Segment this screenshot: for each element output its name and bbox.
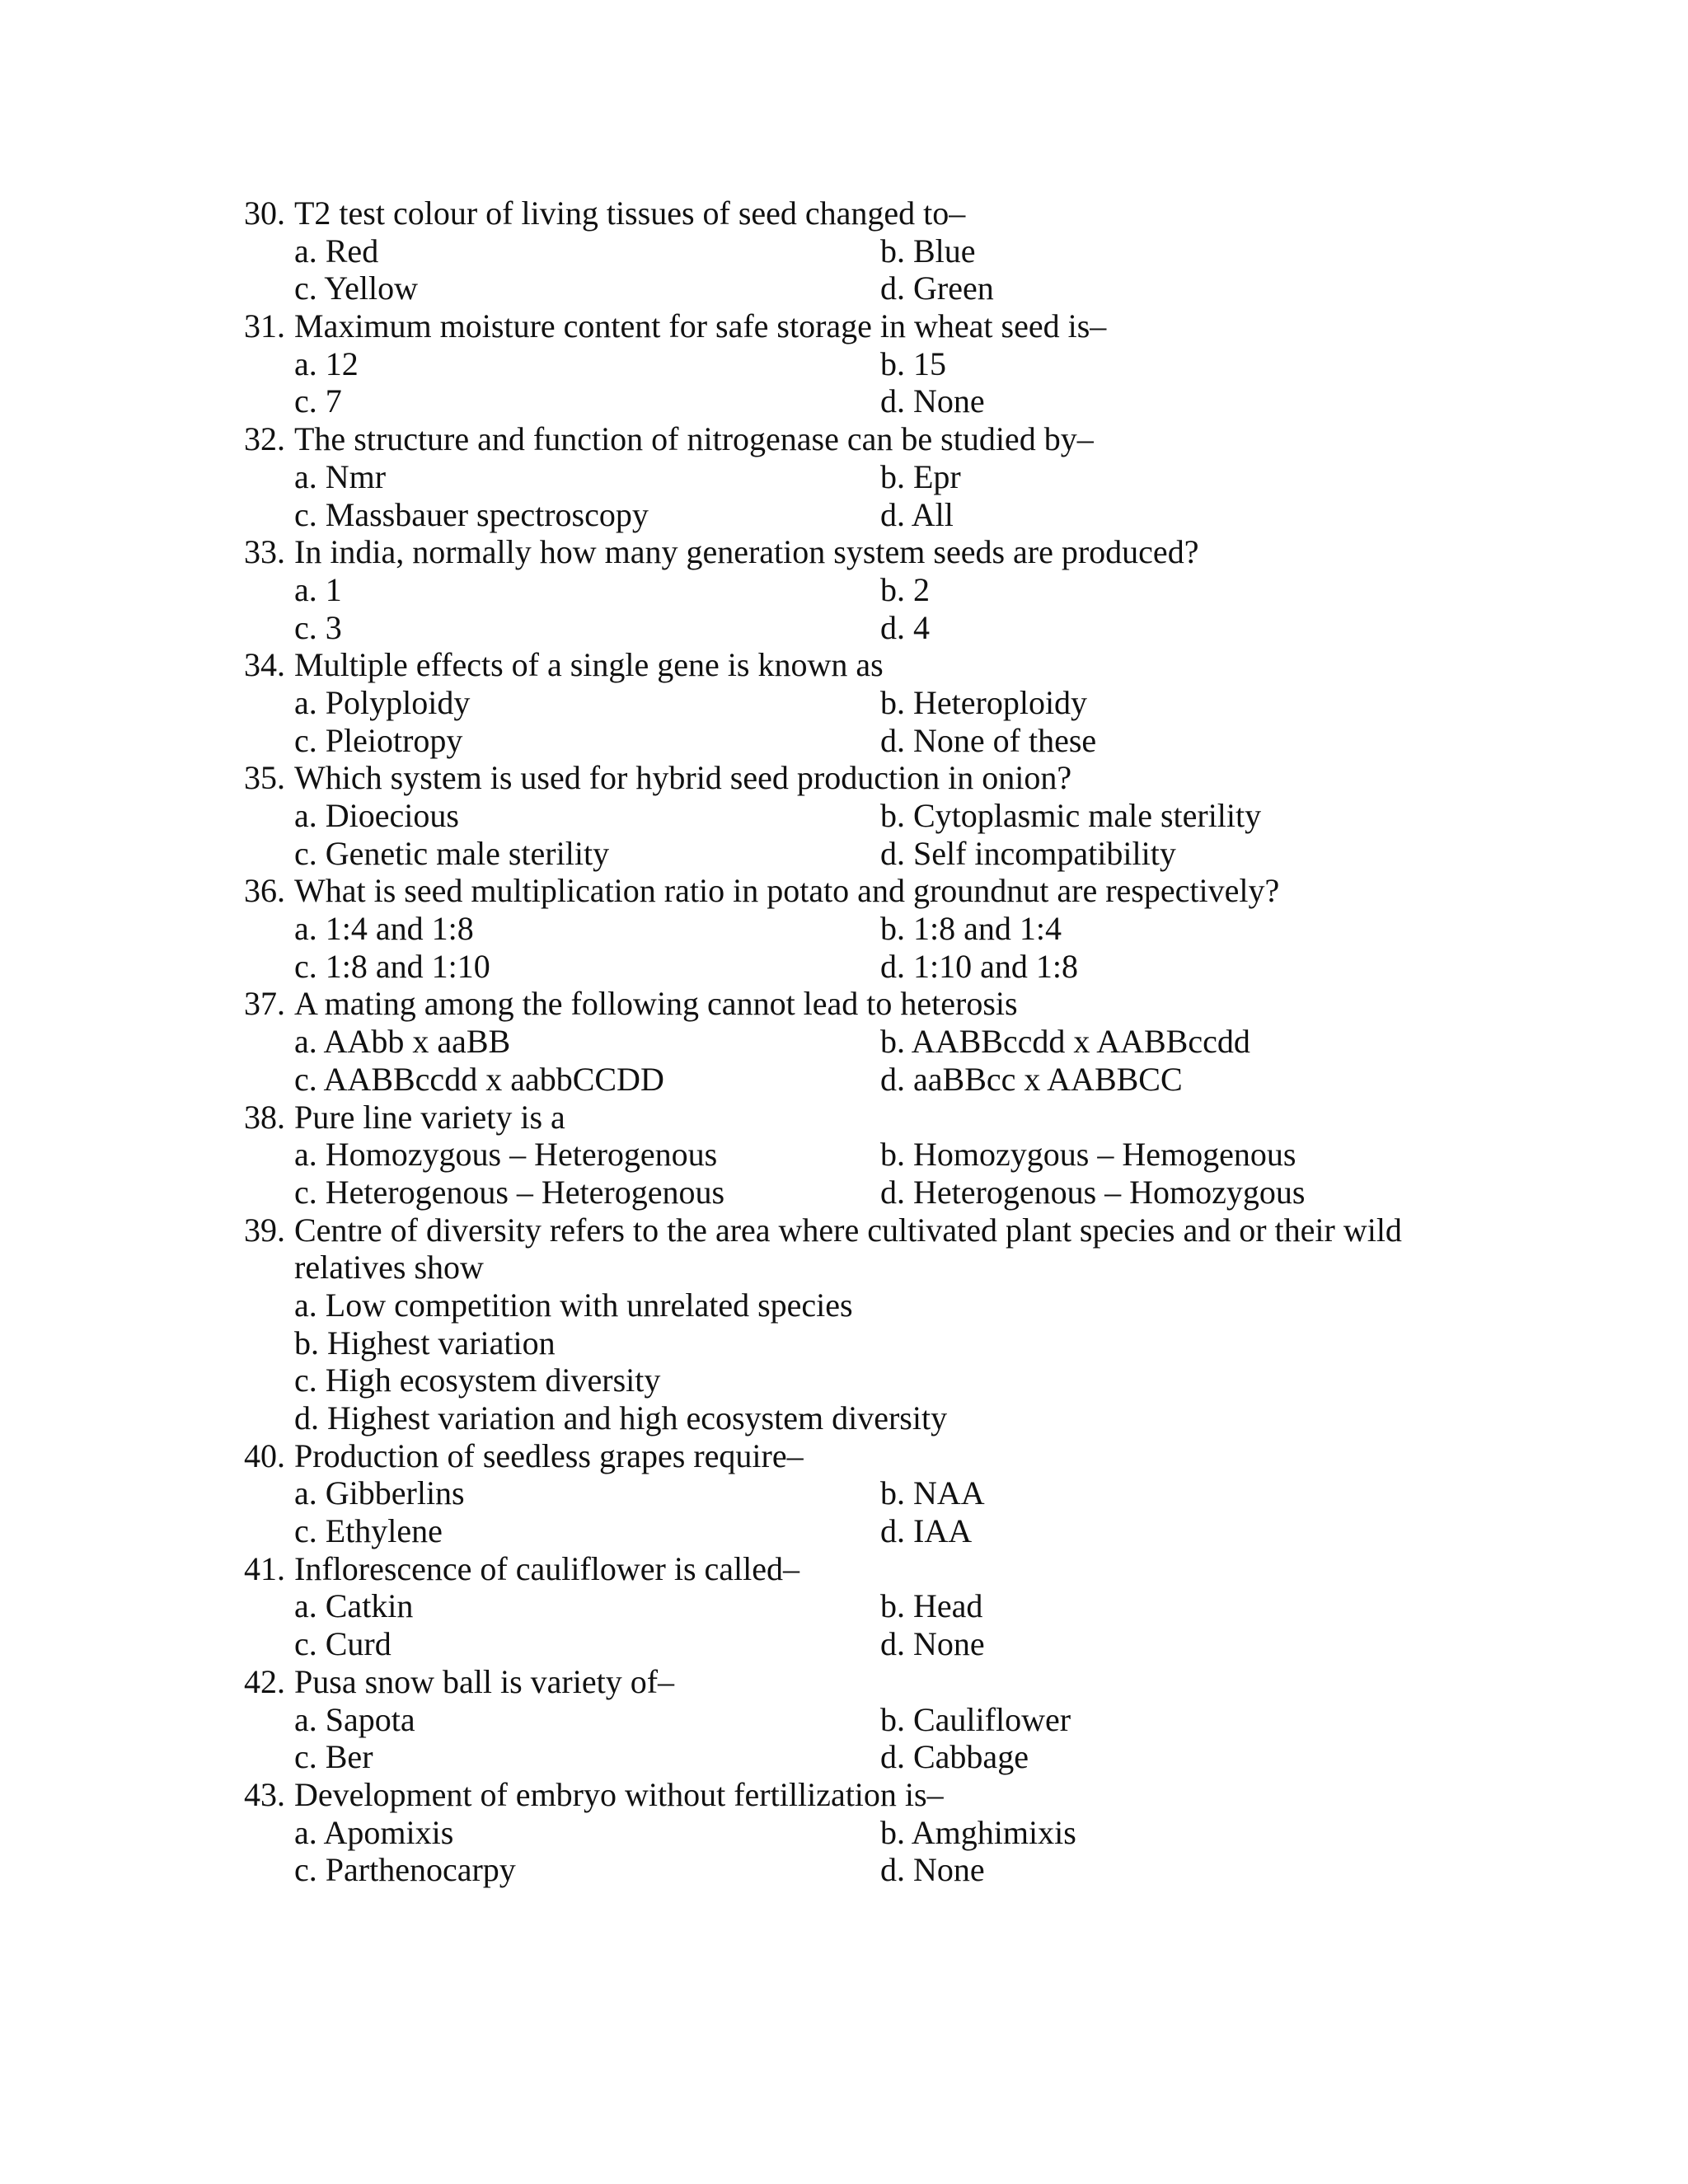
question-stem xyxy=(0,985,1688,1023)
question-stem xyxy=(0,307,1688,345)
option-row xyxy=(0,1701,1688,1739)
question-42 xyxy=(0,1663,1688,1776)
option-b: b. Highest variation xyxy=(294,1324,556,1361)
option-a: a. AAbb x aaBB xyxy=(294,1023,511,1061)
option-row xyxy=(0,232,1688,270)
option-row xyxy=(0,1474,1688,1512)
option-a: a. Gibberlins xyxy=(294,1474,465,1512)
option-b: b. Epr xyxy=(880,457,961,495)
question-number: 36. xyxy=(244,872,285,910)
question-number: 38. xyxy=(244,1098,285,1136)
option-d: d. All xyxy=(880,495,954,533)
option-row xyxy=(0,382,1688,420)
question-number: 31. xyxy=(244,307,285,345)
option-d: d. None of these xyxy=(880,721,1097,759)
option-b: b. NAA xyxy=(880,1474,985,1512)
question-text: Development of embryo without fertillization is– xyxy=(294,1775,944,1813)
question-number: 37. xyxy=(244,985,285,1023)
question-text: Maximum moisture content for safe storage in wheat seed is– xyxy=(294,307,1107,345)
option-row xyxy=(0,571,1688,609)
option-c: c. High ecosystem diversity xyxy=(294,1361,661,1399)
question-number: 40. xyxy=(244,1436,285,1474)
option-c: c. Yellow xyxy=(294,269,419,307)
question-stem xyxy=(0,420,1688,458)
option-d: d. None xyxy=(880,1851,985,1889)
question-stem xyxy=(0,872,1688,910)
option-row xyxy=(0,1512,1688,1550)
question-stem xyxy=(0,1099,1688,1137)
option-a: a. Dioecious xyxy=(294,797,459,834)
option-c: c. 1:8 and 1:10 xyxy=(294,947,490,985)
question-38 xyxy=(0,1099,1688,1212)
question-text: A mating among the following cannot lead to heterosis xyxy=(294,985,1018,1023)
option-row xyxy=(0,835,1688,873)
option-a: a. Red xyxy=(294,232,379,269)
option-d: d. None xyxy=(880,382,985,420)
question-number: 30. xyxy=(244,194,285,232)
option-row xyxy=(0,1625,1688,1663)
question-text: Production of seedless grapes require– xyxy=(294,1436,804,1474)
option-b: b. Cauliflower xyxy=(880,1700,1071,1738)
question-40 xyxy=(0,1437,1688,1550)
question-text: The structure and function of nitrogenase can be studied by– xyxy=(294,420,1094,458)
option-a: a. Low competition with unrelated species xyxy=(294,1286,853,1324)
option-a: a. Apomixis xyxy=(294,1813,454,1851)
option-row xyxy=(0,1587,1688,1625)
option-b: b. Amghimixis xyxy=(880,1813,1076,1851)
option-b: b. Heteroploidy xyxy=(880,683,1088,721)
option-d: d. Highest variation and high ecosystem diversity xyxy=(294,1399,948,1437)
question-43 xyxy=(0,1776,1688,1889)
option-c: c. Ethylene xyxy=(294,1512,443,1550)
question-stem xyxy=(0,194,1688,232)
question-number: 39. xyxy=(244,1211,285,1249)
option-c: c. Genetic male sterility xyxy=(294,834,610,872)
option-d: d. Heterogenous – Homozygous xyxy=(880,1173,1306,1211)
option-row xyxy=(0,722,1688,760)
option-row xyxy=(0,684,1688,722)
question-number: 33. xyxy=(244,533,285,571)
option-d: d. Green xyxy=(880,269,994,307)
question-34 xyxy=(0,646,1688,759)
option-a: a. 1 xyxy=(294,570,342,608)
option-a: a. Nmr xyxy=(294,457,387,495)
option-d: d. Cabbage xyxy=(880,1738,1029,1776)
option-a: a. 12 xyxy=(294,344,359,382)
option-row xyxy=(0,1023,1688,1061)
question-32 xyxy=(0,420,1688,533)
question-number: 34. xyxy=(244,646,285,684)
question-number: 43. xyxy=(244,1775,285,1813)
option-row xyxy=(0,496,1688,534)
question-stem xyxy=(0,759,1688,797)
question-37 xyxy=(0,985,1688,1098)
option-c: c. Curd xyxy=(294,1625,392,1663)
question-text: T2 test colour of living tissues of seed changed to– xyxy=(294,194,966,232)
option-d: d. IAA xyxy=(880,1512,973,1550)
option-b: b. AABBccdd x AABBccdd xyxy=(880,1023,1250,1061)
option-c: c. 3 xyxy=(294,608,342,646)
option-d: d. None xyxy=(880,1625,985,1663)
option-d: d. 4 xyxy=(880,608,930,646)
question-text: Pure line variety is a xyxy=(294,1098,565,1136)
question-stem xyxy=(0,1663,1688,1701)
question-33 xyxy=(0,533,1688,646)
option-row xyxy=(0,1174,1688,1212)
option-c: c. AABBccdd x aabbCCDD xyxy=(294,1060,664,1098)
question-text: Multiple effects of a single gene is known as xyxy=(294,646,884,684)
option-b: b. Head xyxy=(880,1587,983,1625)
question-text: Pusa snow ball is variety of– xyxy=(294,1662,675,1700)
question-39 xyxy=(0,1212,1688,1437)
option-d: d. aaBBcc x AABBCC xyxy=(880,1060,1183,1098)
option-row xyxy=(0,345,1688,383)
question-number: 35. xyxy=(244,759,285,797)
option-c: c. Ber xyxy=(294,1738,373,1776)
option-a: a. 1:4 and 1:8 xyxy=(294,910,474,948)
question-text: Inflorescence of cauliflower is called– xyxy=(294,1549,800,1587)
option-c: c. Massbauer spectroscopy xyxy=(294,495,649,533)
question-31 xyxy=(0,307,1688,420)
option-d: d. 1:10 and 1:8 xyxy=(880,947,1078,985)
question-text: Which system is used for hybrid seed production in onion? xyxy=(294,759,1072,797)
question-stem xyxy=(0,1437,1688,1475)
option-b: b. Blue xyxy=(880,232,976,269)
option-row xyxy=(0,1136,1688,1174)
option-row xyxy=(0,458,1688,496)
option-c: c. Parthenocarpy xyxy=(294,1851,516,1889)
question-stem xyxy=(0,533,1688,571)
option-c: c. Heterogenous – Heterogenous xyxy=(294,1173,725,1211)
option-c: c. Pleiotropy xyxy=(294,721,463,759)
question-41 xyxy=(0,1550,1688,1663)
question-number: 41. xyxy=(244,1549,285,1587)
question-36 xyxy=(0,872,1688,985)
option-b: b. 15 xyxy=(880,344,946,382)
question-number: 42. xyxy=(244,1662,285,1700)
option-c: c. 7 xyxy=(294,382,342,420)
question-number: 32. xyxy=(244,420,285,458)
option-a: a. Polyploidy xyxy=(294,683,471,721)
option-b: b. 2 xyxy=(880,570,930,608)
question-stem xyxy=(0,1212,1415,1286)
option-row xyxy=(0,1851,1688,1889)
option-a: a. Sapota xyxy=(294,1700,415,1738)
question-stem xyxy=(0,646,1688,684)
question-text: In india, normally how many generation system seeds are produced? xyxy=(294,533,1199,571)
option-row xyxy=(0,269,1688,307)
option-a: a. Homozygous – Heterogenous xyxy=(294,1136,718,1174)
question-text: What is seed multiplication ratio in potato and groundnut are respectively? xyxy=(294,872,1280,910)
question-30 xyxy=(0,194,1688,307)
option-row xyxy=(0,1061,1688,1099)
question-35 xyxy=(0,759,1688,872)
option-b: b. Cytoplasmic male sterility xyxy=(880,797,1262,834)
option-row xyxy=(0,910,1688,948)
question-stem xyxy=(0,1550,1688,1588)
question-text: Centre of diversity refers to the area where cultivated plant species and or their wild relatives show xyxy=(294,1211,1402,1286)
option-row xyxy=(0,948,1688,986)
option-row xyxy=(0,609,1688,647)
option-b: b. Homozygous – Hemogenous xyxy=(880,1136,1296,1174)
question-list xyxy=(0,194,1688,1889)
question-stem xyxy=(0,1776,1688,1814)
option-row xyxy=(0,1738,1688,1776)
option-a: a. Catkin xyxy=(294,1587,414,1625)
option-row xyxy=(0,1814,1688,1852)
option-row xyxy=(0,797,1688,835)
option-d: d. Self incompatibility xyxy=(880,834,1176,872)
option-b: b. 1:8 and 1:4 xyxy=(880,910,1062,948)
